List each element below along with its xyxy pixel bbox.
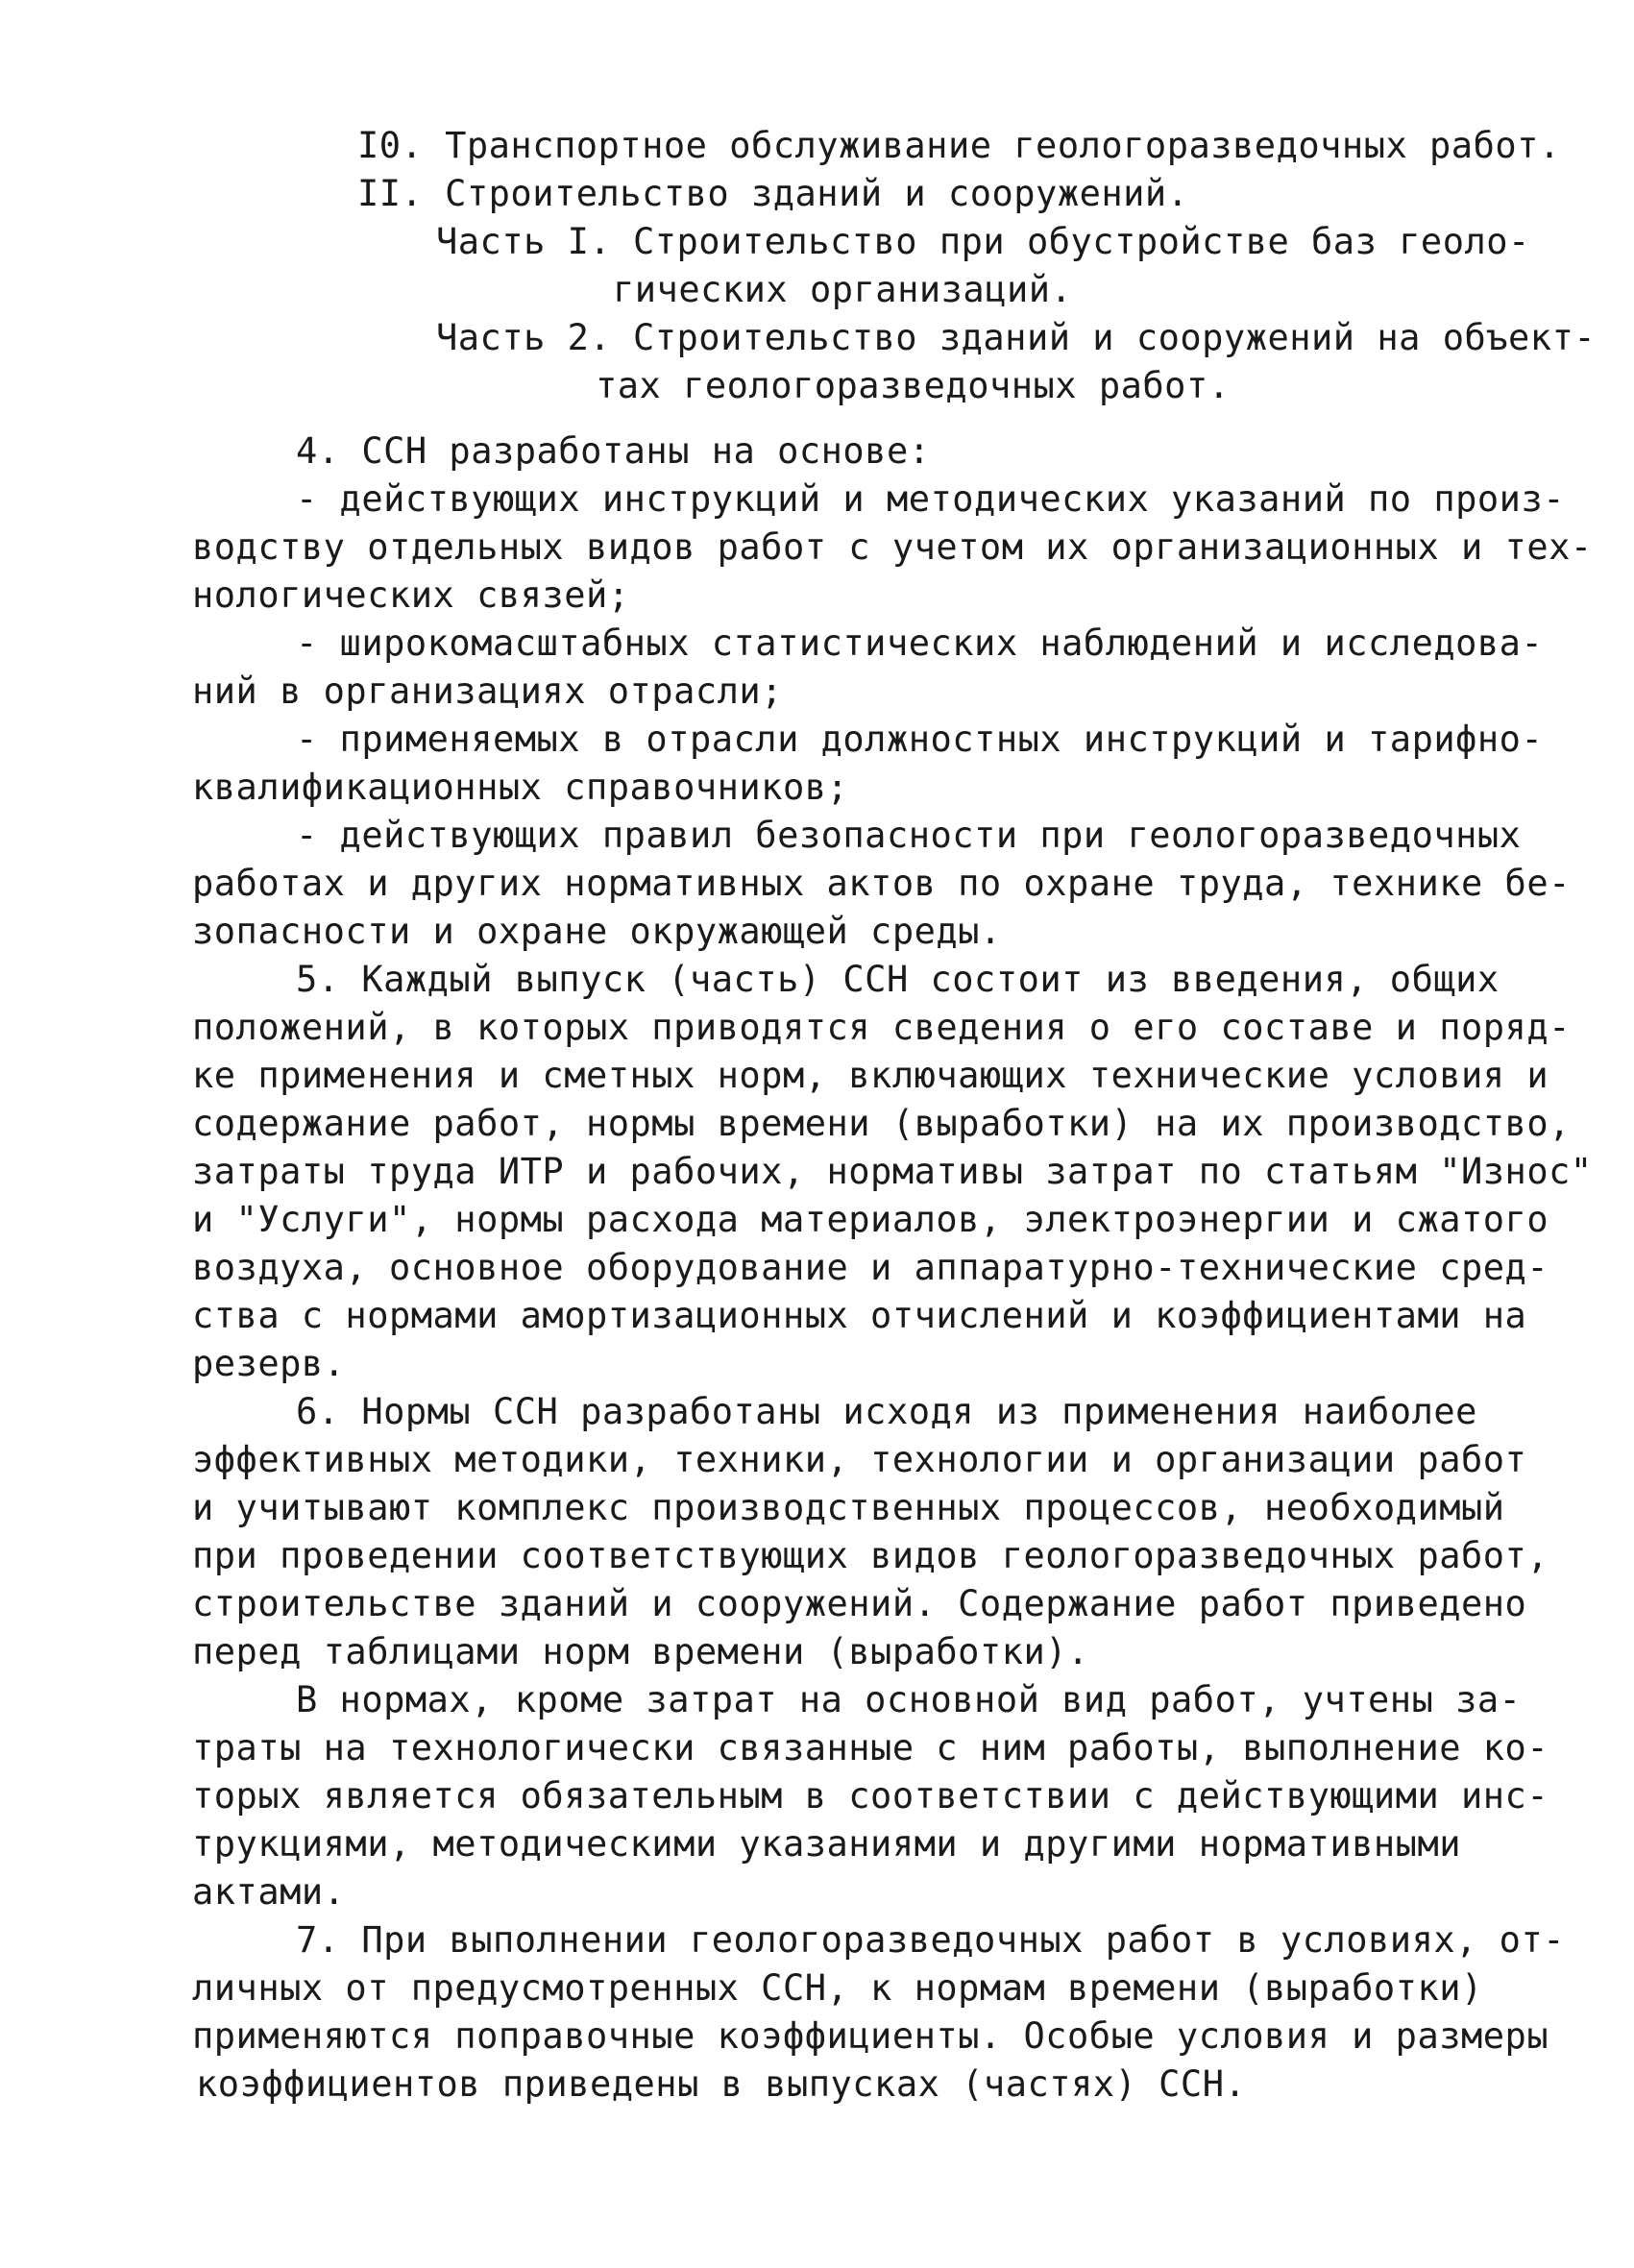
section-4-heading: 4. ССН разработаны на основе: [296,430,931,472]
section-4-line: - действующих инструкций и методических указаний по произ- [296,478,1566,520]
section-6-para-2-line: траты на технологически связанные с ним работы, выполнение ко- [192,1727,1549,1768]
section-4-line: нологических связей; [192,574,630,616]
section-5-line: содержание работ, нормы времени (выработки) на их производство, [192,1103,1571,1144]
section-4-line: - широкомасштабных статистических наблюдений и исследова- [296,622,1544,664]
section-5-line: резерв. [192,1343,346,1384]
section-7-line: применяются поправочные коэффициенты. Особые условия и размеры [192,2015,1549,2057]
section-5-line: воздуха, основное оборудование и аппаратурно-технические сред- [192,1247,1549,1288]
section-5-line: ке применения и сметных норм, включающих технические условия и [192,1055,1549,1096]
section-5-line: затраты труда ИТР и рабочих, нормативы затрат по статьям "Износ" [192,1151,1593,1192]
section-4-line: квалификационных справочников; [192,767,849,808]
section-6-line: при проведении соответствующих видов геологоразведочных работ, [192,1535,1549,1576]
part-1-line-1: Часть I. Строительство при обустройстве баз геоло- [436,221,1530,262]
section-5-heading: 5. Каждый выпуск (часть) ССН состоит из введения, общих [296,959,1500,1000]
section-7-line: личных от предусмотренных ССН, к нормам времени (выработки) [192,1967,1483,2009]
section-6-heading: 6. Нормы ССН разработаны исходя из применения наиболее [296,1391,1477,1432]
section-5-line: положений, в которых приводятся сведения о его составе и поряд- [192,1007,1571,1048]
section-4-line: зопасности и охране окружающей среды. [192,911,1002,952]
section-6-line: строительстве зданий и сооружений. Содержание работ приведено [192,1583,1527,1624]
section-5-line: ства с нормами амортизационных отчислений и коэффициентами на [192,1295,1527,1336]
section-6-para-2-line: актами. [192,1871,346,1913]
section-6-line: перед таблицами норм времени (выработки). [192,1631,1089,1672]
section-7-heading: 7. При выполнении геологоразведочных работ в условиях, от- [296,1919,1566,1961]
part-2-line-2: тах геологоразведочных работ. [596,365,1231,406]
section-6-para-2-line: В нормах, кроме затрат на основной вид работ, учтены за- [296,1679,1522,1720]
section-4-line: - применяемых в отрасли должностных инструкций и тарифно- [296,719,1544,760]
part-2-line-1: Часть 2. Строительство зданий и сооружений на объект- [436,317,1597,358]
list-item-11: II. Строительство зданий и сооружений. [357,173,1189,214]
part-1-line-2: гических организаций. [613,269,1073,310]
section-7-line: коэффициентов приведены в выпусках (частях) ССН. [196,2063,1247,2105]
section-4-line: водству отдельных видов работ с учетом их организационных и тех- [192,526,1593,568]
section-4-line: ний в организациях отрасли; [192,671,783,712]
section-6-para-2-line: торых является обязательным в соответствии с действующими инс- [192,1775,1549,1817]
section-6-para-2-line: трукциями, методическими указаниями и другими нормативными [192,1823,1462,1865]
section-6-line: и учитывают комплекс производственных процессов, необходимый [192,1487,1505,1528]
section-4-line: работах и других нормативных актов по охране труда, технике бе- [192,863,1571,904]
list-item-10: I0. Транспортное обслуживание геологоразведочных работ. [357,125,1561,166]
section-5-line: и "Услуги", нормы расхода материалов, электроэнергии и сжатого [192,1199,1549,1240]
section-4-line: - действующих правил безопасности при геологоразведочных [296,815,1522,856]
section-6-line: эффективных методики, техники, технологии и организации работ [192,1439,1527,1480]
